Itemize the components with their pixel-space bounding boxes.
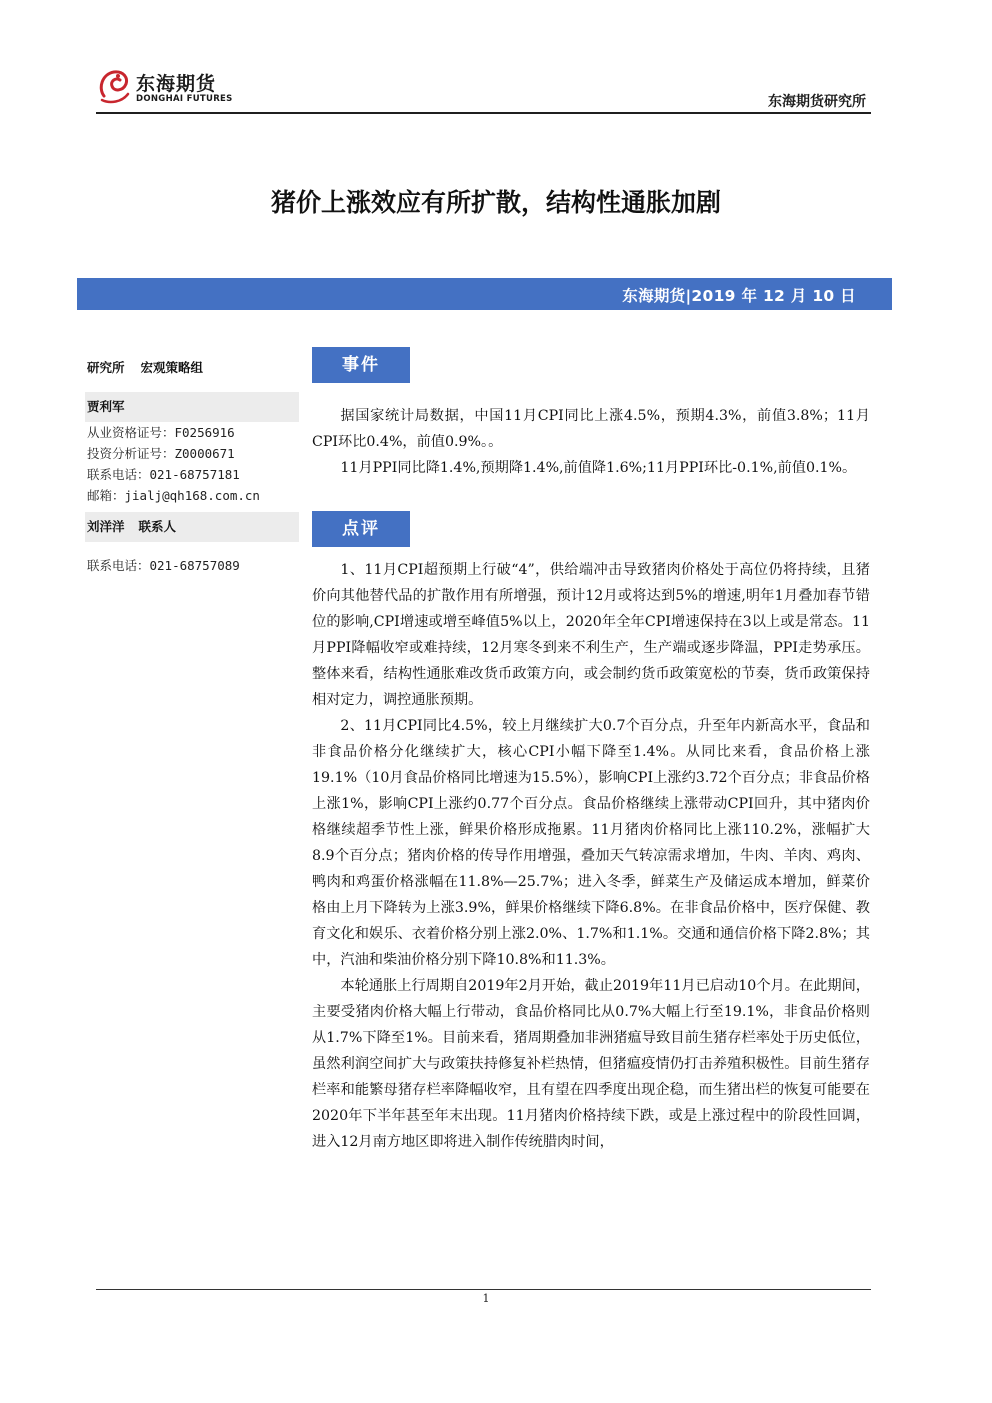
review-paragraph: 2、11月CPI同比4.5%，较上月继续扩大0.7个百分点，升至年内新高水平，食品和非食品价格分化继续扩大，核心CPI小幅下降至1.4%。从同比来看，食品价格上涨19.1%（10月食品价格同比增速为15.5%），影响CPI上涨约3.72个百分点；非食品价格上涨1%，影响CPI上涨约0.77个百分点。食品价格继续上涨带动CPI回升，其中猪肉价格继续超季节性上涨，鲜果价格形成拖累。11月猪肉价格同比上涨110.2%，涨幅扩大8.9个百分点；猪肉价格的传导作用增强，叠加天气转凉需求增加，牛肉、羊肉、鸡肉、鸭肉和鸡蛋价格涨幅在11.8%—25.7%；进入冬季，鲜菜生产及储运成本增加，鲜菜价格由上月下降转为上涨3.9%，鲜果价格继续下降6.8%。在非食品价格中，医疗保健、教育文化和娱乐、衣着价格分别上涨2.0%、1.7%和1.1%。交通和通信价格下降2.8%；其中，汽油和柴油价格分别下降10.8%和11.3%。: [312, 718, 870, 968]
company-logo: [96, 66, 236, 108]
team-label: [87, 352, 299, 384]
page-title: 猪价上涨效应有所扩散，结构性通胀加剧: [270, 188, 721, 217]
contact-person: 刘洋洋: [87, 519, 125, 534]
team-dept: 研究所: [87, 360, 125, 375]
analyst-name: 贾利军: [85, 392, 299, 422]
institute-name: 东海期货研究所: [768, 94, 866, 110]
consult-number: 投资分析证号：Z0000671: [87, 446, 235, 461]
section-tag-review: 点评: [312, 511, 410, 547]
header-divider: [96, 112, 871, 114]
analyst-sidebar: [87, 352, 299, 574]
section-tag-event: 事件: [312, 347, 410, 383]
review-paragraph: 本轮通胀上行周期自2019年2月开始，截止2019年11月已启动10个月。在此期间，主要受猪肉价格大幅上行带动，食品价格同比从0.7%大幅上行至19.1%，非食品价格则从1.7%下降至1%。目前来看，猪周期叠加非洲猪瘟导致目前生猪存栏率处于历史低位，虽然利润空间扩大与政策扶持修复补栏热情，但猪瘟疫情仍打击养殖积极性。目前生猪存栏率和能繁母猪存栏率降幅收窄，且有望在四季度出现企稳，而生猪出栏的恢复可能要在2020年下半年甚至年末出现。11月猪肉价格持续下跌，或是上涨过程中的阶段性回调，进入12月南方地区即将进入制作传统腊肉时间，: [312, 978, 870, 1150]
event-paragraph: 11月PPI同比降1.4%,预期降1.4%,前值降1.6%;11月PPI环比-0.1%,前值0.1%。: [340, 460, 857, 476]
contact-phone: 联系电话：021-68757089: [87, 558, 240, 573]
footer-divider: [96, 1289, 871, 1290]
review-body: [312, 557, 870, 1155]
event-paragraph: 据国家统计局数据，中国11月CPI同比上涨4.5%，预期4.3%，前值3.8%；11月CPI环比0.4%，前值0.9%。。: [312, 408, 870, 450]
analyst-phone: 联系电话：021-68757181: [87, 467, 240, 482]
logo-cn-text: 东海期货: [136, 73, 217, 95]
page-number: 1: [482, 1292, 490, 1305]
logo-en-text: DONGHAI FUTURES: [136, 94, 233, 104]
contact-role: 联系人: [138, 519, 177, 534]
logo-icon: [96, 66, 132, 106]
contact-name: [85, 512, 299, 542]
team-group: 宏观策略组: [140, 360, 204, 375]
event-body: [312, 403, 870, 481]
qualification-number: 从业资格证号：F0256916: [87, 425, 235, 440]
analyst-email[interactable]: 邮箱：jialj@qh168.com.cn: [87, 488, 260, 503]
date-banner: [77, 278, 892, 310]
date-banner-text: 东海期货|2019 年 12 月 10 日: [622, 287, 856, 305]
review-paragraph: 1、11月CPI超预期上行破“4”，供给端冲击导致猪肉价格处于高位仍将持续，且猪价向其他替代品的扩散作用有所增强，预计12月或将达到5%的增速,明年1月叠加春节错位的影响,CPI增速或增至峰值5%以上，2020年全年CPI增速保持在3以上或是常态。11月PPI降幅收窄或难持续，12月寒冬到来不利生产，生产端或逐步降温，PPI走势承压。整体来看，结构性通胀难改货币政策方向，或会制约货币政策宽松的节奏，货币政策保持相对定力，调控通胀预期。: [312, 562, 870, 708]
